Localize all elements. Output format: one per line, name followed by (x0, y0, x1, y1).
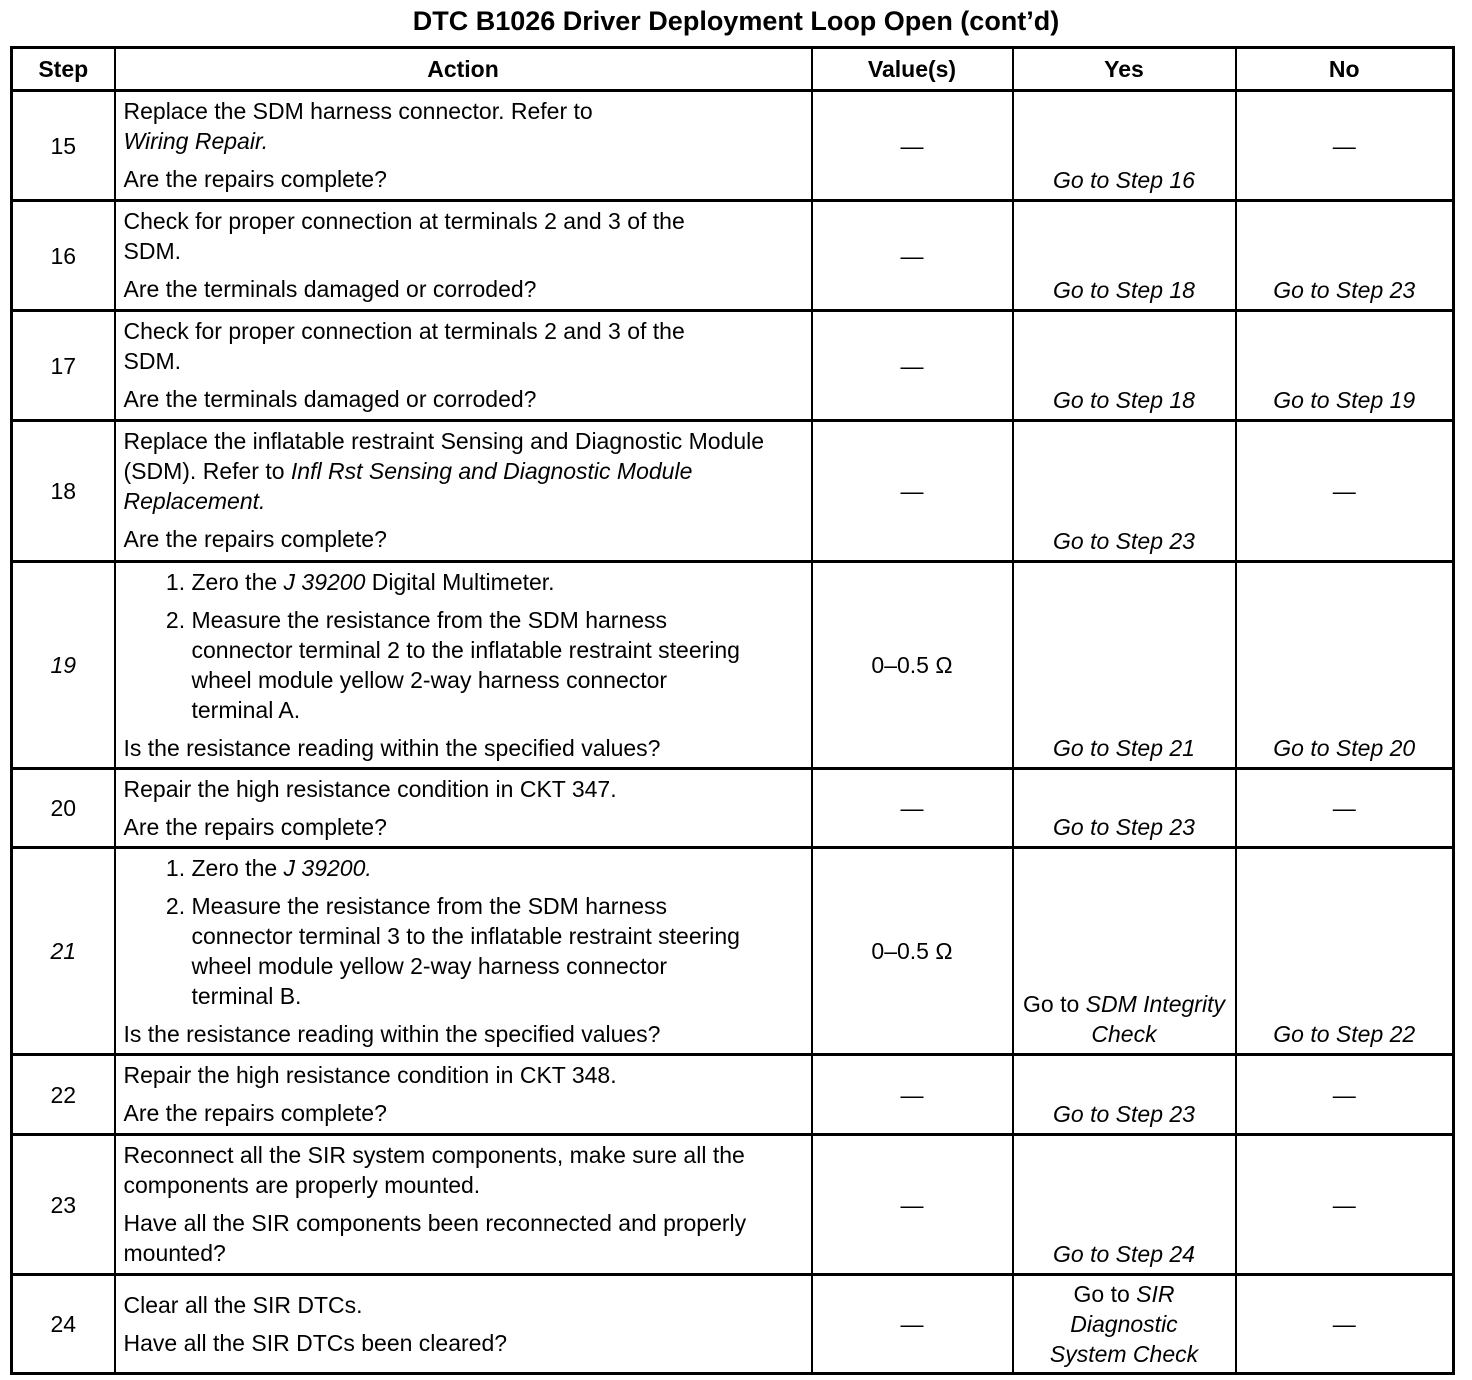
value-cell: — (812, 311, 1013, 421)
no-cell: — (1236, 1135, 1454, 1275)
yes-cell: Go to Step 24 (1013, 1135, 1236, 1275)
question-text: Are the repairs complete? (123, 166, 387, 192)
step-number: 22 (12, 1055, 115, 1135)
header-step: Step (12, 48, 115, 91)
yes-cell: Go to Step 16 (1013, 91, 1236, 201)
list-item: 1. Zero the J 39200 Digital Multimeter. (192, 567, 803, 597)
step-number: 15 (12, 91, 115, 201)
value-cell: — (812, 1135, 1013, 1275)
list-item: 1. Zero the J 39200. (192, 853, 803, 883)
action-cell (115, 562, 812, 769)
question-text: Are the repairs complete? (123, 526, 387, 552)
table-row (12, 201, 1454, 311)
yes-cell: Go to Step 18 (1013, 201, 1236, 311)
question-text: Have all the SIR DTCs been cleared? (123, 1330, 508, 1356)
step-number: 18 (12, 421, 115, 562)
action-cell (115, 421, 812, 562)
no-cell: Go to Step 19 (1236, 311, 1454, 421)
step-number: 17 (12, 311, 115, 421)
action-cell (115, 769, 812, 848)
question-text: Are the terminals damaged or corroded? (123, 386, 537, 412)
no-cell: — (1236, 421, 1454, 562)
no-cell: — (1236, 1275, 1454, 1374)
yes-cell: Go to Step 23 (1013, 1055, 1236, 1135)
yes-cell: Go to Step 21 (1013, 562, 1236, 769)
action-text: Replace the inflatable restraint Sensing and Diagnostic Module (SDM). Refer to Infl Rst Sensing and Diagnostic Module Replacement. (123, 428, 765, 514)
list-item: 2. Measure the resistance from the SDM harness connector terminal 3 to the inflatable restraint steering wheel module yellow 2-way harness connector terminal B. (192, 891, 752, 1011)
value-cell: — (812, 1055, 1013, 1135)
reference-link: Infl Rst Sensing and Diagnostic Module Replacement. (123, 458, 693, 514)
action-text: Replace the SDM harness connector. Refer to Wiring Repair. (123, 98, 593, 154)
action-text: Repair the high resistance condition in CKT 347. (123, 776, 617, 802)
step-number: 24 (12, 1275, 115, 1374)
action-cell (115, 1135, 812, 1275)
header-yes: Yes (1013, 48, 1236, 91)
table-row (12, 421, 1454, 562)
header-no: No (1236, 48, 1454, 91)
action-cell (115, 848, 812, 1055)
question-text: Are the repairs complete? (123, 1100, 387, 1126)
no-cell: Go to Step 20 (1236, 562, 1454, 769)
action-cell (115, 1275, 812, 1374)
table-row (12, 769, 1454, 848)
action-text: Clear all the SIR DTCs. (123, 1292, 363, 1318)
table-row (12, 848, 1454, 1055)
no-cell: — (1236, 769, 1454, 848)
action-text: Check for proper connection at terminals 2 and 3 of the SDM. (123, 208, 685, 264)
table-row (12, 91, 1454, 201)
tool-reference: J 39200 (283, 569, 366, 595)
question-text: Have all the SIR components been reconnected and properly mounted? (123, 1210, 747, 1266)
no-cell: Go to Step 23 (1236, 201, 1454, 311)
table-row (12, 562, 1454, 769)
action-text: Repair the high resistance condition in CKT 348. (123, 1062, 617, 1088)
value-cell: — (812, 769, 1013, 848)
step-number: 23 (12, 1135, 115, 1275)
value-cell: — (812, 91, 1013, 201)
no-cell: — (1236, 91, 1454, 201)
step-number: 20 (12, 769, 115, 848)
no-cell: — (1236, 1055, 1454, 1135)
header-action: Action (115, 48, 812, 91)
table-row (12, 1135, 1454, 1275)
no-cell: Go to Step 22 (1236, 848, 1454, 1055)
reference-link: Wiring Repair. (123, 128, 269, 154)
action-text: Reconnect all the SIR system components, make sure all the components are properly mounted. (123, 1142, 745, 1198)
instruction-list (124, 853, 803, 1011)
value-cell: 0–0.5 Ω (812, 562, 1013, 769)
step-number: 16 (12, 201, 115, 311)
table-row (12, 311, 1454, 421)
tool-reference: J 39200. (283, 855, 372, 881)
yes-cell: Go to SDM Integrity Check (1013, 848, 1236, 1055)
value-cell: 0–0.5 Ω (812, 848, 1013, 1055)
header-values: Value(s) (812, 48, 1013, 91)
reference-link: SDM Integrity Check (1085, 991, 1225, 1047)
table-row (12, 1055, 1454, 1135)
value-cell: — (812, 1275, 1013, 1374)
step-number: 21 (12, 848, 115, 1055)
yes-cell: Go to Step 23 (1013, 421, 1236, 562)
header-row (12, 48, 1454, 91)
action-cell (115, 311, 812, 421)
action-text: Check for proper connection at terminals 2 and 3 of the SDM. (123, 318, 685, 374)
action-cell (115, 91, 812, 201)
list-item: 2. Measure the resistance from the SDM harness connector terminal 2 to the inflatable restraint steering wheel module yellow 2-way harness connector terminal A. (192, 605, 752, 725)
value-cell: — (812, 421, 1013, 562)
yes-cell: Go to Step 23 (1013, 769, 1236, 848)
value-cell: — (812, 201, 1013, 311)
question-text: Are the terminals damaged or corroded? (123, 276, 537, 302)
reference-link: SIR Diagnostic System Check (1049, 1281, 1199, 1367)
question-text: Is the resistance reading within the specified values? (123, 1021, 661, 1047)
step-number: 19 (12, 562, 115, 769)
yes-cell: Go to Step 18 (1013, 311, 1236, 421)
question-text: Are the repairs complete? (123, 814, 387, 840)
action-cell (115, 1055, 812, 1135)
action-cell (115, 201, 812, 311)
yes-cell: Go to SIR Diagnostic System Check (1013, 1275, 1236, 1374)
diagnostic-table (10, 46, 1455, 1375)
question-text: Is the resistance reading within the specified values? (123, 735, 661, 761)
table-row (12, 1275, 1454, 1374)
instruction-list (124, 567, 803, 725)
page-title: DTC B1026 Driver Deployment Loop Open (cont’d) (412, 6, 1060, 36)
